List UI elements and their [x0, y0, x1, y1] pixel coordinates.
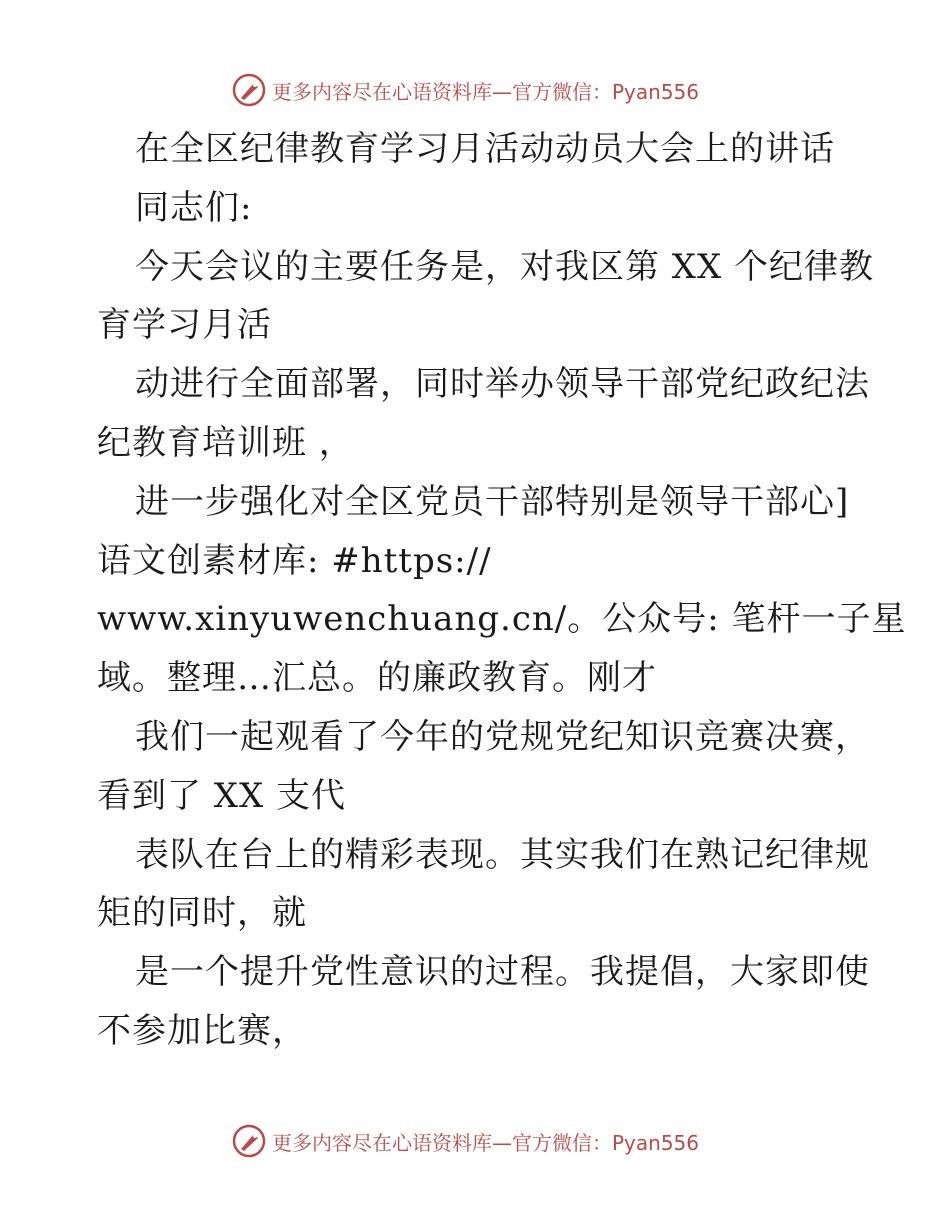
- document-title: 在全区纪律教育学习月活动动员大会上的讲话: [135, 129, 835, 169]
- paragraph-line: 是一个提升党性意识的过程。我提倡，大家即使: [135, 952, 870, 993]
- salutation: 同志们:: [135, 187, 253, 228]
- paragraph-line: www.xinyuwenchuang.cn/。公众号: 笔杆一子星: [97, 599, 907, 640]
- paragraph-line: 矩的同时，就: [97, 893, 307, 934]
- paragraph-line: 动进行全面部署，同时举办领导干部党纪政纪法: [135, 364, 870, 405]
- paragraph-line: 不参加比赛，: [97, 1010, 307, 1051]
- paragraph-line: 表队在台上的精彩表现。其实我们在熟记纪律规: [135, 834, 870, 875]
- watermark-text: 更多内容尽在心语资料库—官方微信：Pyan556: [272, 79, 700, 104]
- paragraph-line: 进一步强化对全区党员干部特别是领导干部心]: [135, 481, 850, 522]
- watermark-text: 更多内容尽在心语资料库—官方微信：Pyan556: [272, 1130, 700, 1155]
- paragraph-line: 我们一起观看了今年的党规党纪知识竞赛决赛，: [135, 716, 870, 757]
- paragraph-line: 育学习月活: [97, 305, 272, 346]
- paragraph-line: 域。整理…汇总。的廉政教育。刚才: [97, 658, 657, 699]
- document-body: [97, 120, 907, 1061]
- pen-nib-logo-icon: [232, 1124, 266, 1158]
- footer-watermark: [232, 1121, 699, 1161]
- paragraph-line: 看到了 XX 支代: [97, 775, 347, 816]
- paragraph-line: 今天会议的主要任务是，对我区第 XX 个纪律教: [135, 246, 875, 287]
- paragraph-line: 语文创素材库: #https://: [97, 540, 492, 581]
- paragraph-line: 纪教育培训班 ，: [97, 422, 354, 463]
- pen-nib-logo-icon: [232, 73, 266, 107]
- header-watermark: [232, 70, 699, 110]
